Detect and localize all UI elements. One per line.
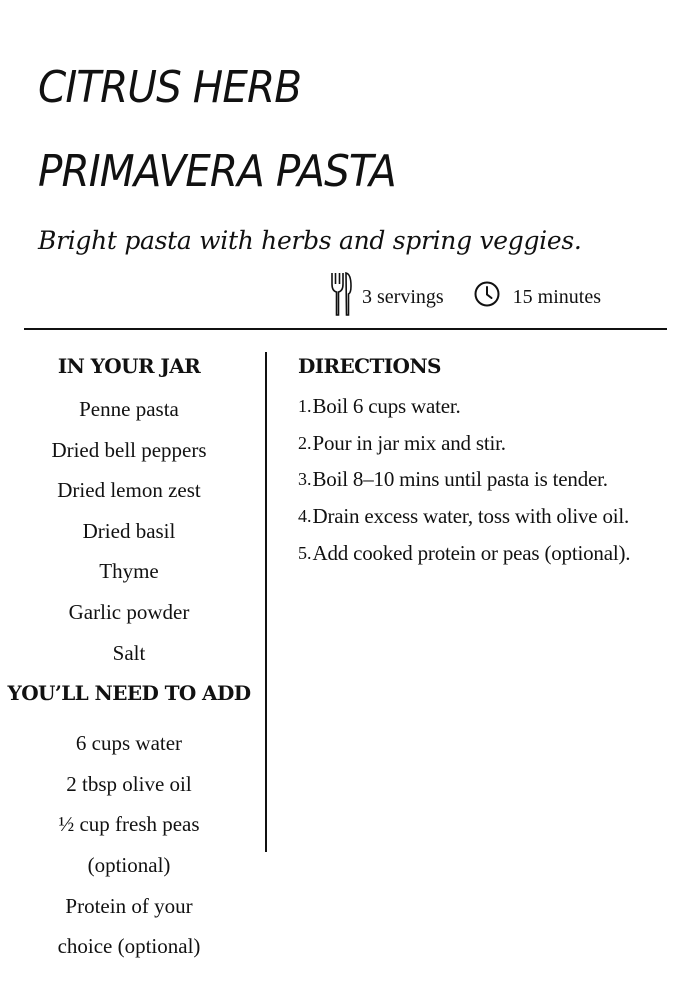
vertical-divider xyxy=(265,352,267,852)
clock-icon xyxy=(474,281,500,313)
page-title-line-1: CITRUS HERB xyxy=(38,62,302,113)
jar-item: Dried lemon zest xyxy=(57,478,201,503)
page-title-line-2: PRIMAVERA PASTA xyxy=(38,146,396,197)
step-number: 5. xyxy=(298,542,312,563)
add-item: choice (optional) xyxy=(57,934,201,959)
jar-item: Garlic powder xyxy=(68,599,190,624)
time-label: 15 minutes xyxy=(512,285,602,308)
step-number: 3. xyxy=(298,469,312,490)
jar-item: Thyme xyxy=(99,559,159,584)
directions-column xyxy=(298,346,668,571)
add-item: 6 cups water xyxy=(75,731,183,756)
add-item: ½ cup fresh peas xyxy=(58,812,200,837)
recipe-subtitle: Bright pasta with herbs and spring veggies. xyxy=(38,226,582,255)
jar-item: Dried bell peppers xyxy=(51,437,207,462)
direction-step xyxy=(298,388,668,425)
add-list xyxy=(0,723,258,967)
direction-step xyxy=(298,461,668,498)
step-text: Drain excess water, toss with olive oil. xyxy=(312,504,630,529)
add-item: 2 tbsp olive oil xyxy=(66,771,192,796)
add-heading: YOU’LL NEED TO ADD xyxy=(7,681,251,706)
step-number: 1. xyxy=(298,396,312,416)
directions-heading: DIRECTIONS xyxy=(298,354,441,378)
horizontal-divider xyxy=(24,328,667,330)
jar-heading: IN YOUR JAR xyxy=(57,354,201,378)
recipe-meta xyxy=(330,272,601,322)
jar-item: Penne pasta xyxy=(79,397,179,421)
step-text: Pour in jar mix and stir. xyxy=(312,430,506,455)
direction-step xyxy=(298,498,668,535)
jar-list xyxy=(0,389,258,673)
add-item: Protein of your xyxy=(65,893,193,918)
step-text: Add cooked protein or peas (optional). xyxy=(312,540,631,565)
step-number: 4. xyxy=(298,506,312,527)
servings-label: 3 servings xyxy=(362,285,444,308)
direction-step xyxy=(298,535,668,572)
jar-item: Dried basil xyxy=(82,518,176,543)
step-number: 2. xyxy=(298,432,312,453)
step-text: Boil 8–10 mins until pasta is tender. xyxy=(312,467,608,492)
ingredients-column xyxy=(0,346,258,967)
direction-step xyxy=(298,425,668,462)
directions-list xyxy=(298,388,668,571)
fork-knife-icon xyxy=(330,271,352,323)
add-item: (optional) xyxy=(87,852,171,877)
jar-item: Salt xyxy=(112,640,146,665)
step-text: Boil 6 cups water. xyxy=(312,394,461,418)
